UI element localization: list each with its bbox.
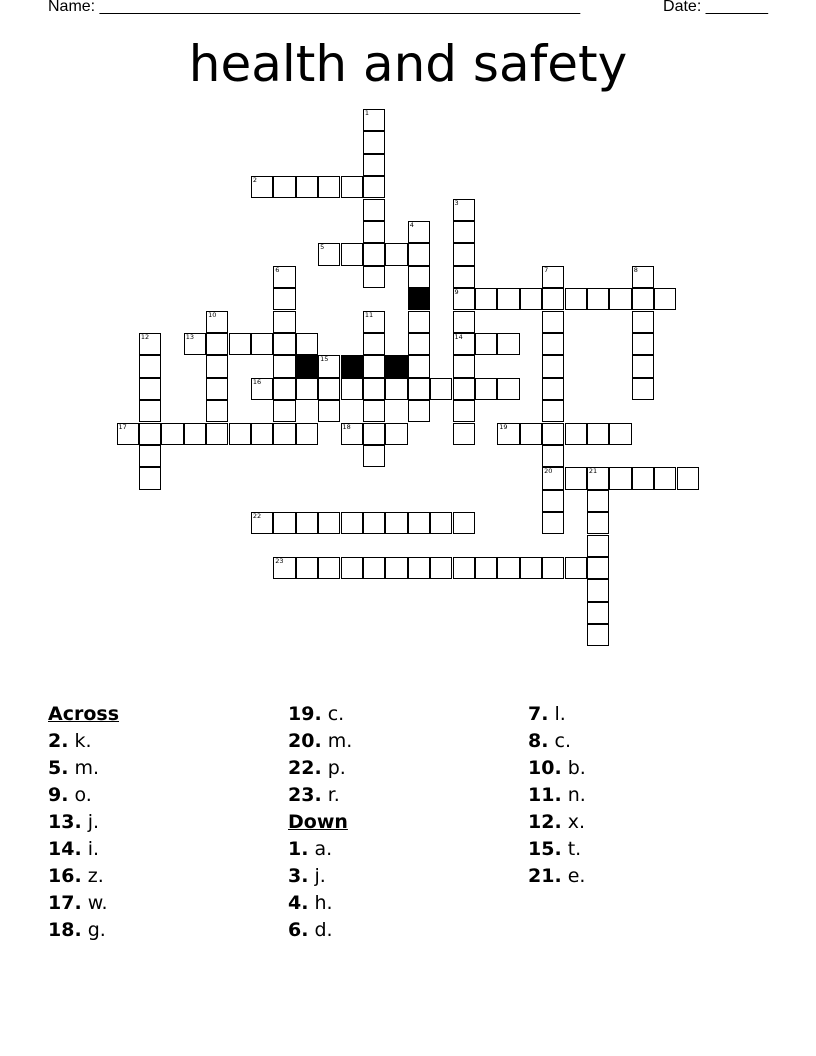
clue-number: 11. [528, 784, 562, 806]
crossword-cell[interactable] [318, 512, 340, 534]
crossword-cell[interactable] [341, 423, 363, 445]
crossword-cell[interactable] [363, 512, 385, 534]
crossword-cell[interactable] [453, 266, 475, 288]
clue-number: 10. [528, 757, 562, 779]
crossword-cell[interactable] [453, 400, 475, 422]
crossword-cell[interactable] [520, 423, 542, 445]
clue-item [288, 863, 528, 890]
crossword-cell[interactable] [542, 378, 564, 400]
crossword-cell[interactable] [453, 333, 475, 355]
clue-text: h. [314, 892, 333, 914]
crossword-cell[interactable] [542, 423, 564, 445]
clue-item [528, 863, 768, 890]
clue-column [528, 701, 768, 944]
crossword-cell[interactable] [161, 423, 183, 445]
crossword-cell[interactable] [273, 557, 295, 579]
crossword-cell[interactable] [542, 490, 564, 512]
crossword-cell[interactable] [542, 288, 564, 310]
clue-text: o. [74, 784, 92, 806]
crossword-cell[interactable] [273, 266, 295, 288]
cell-number: 4 [409, 220, 414, 229]
crossword-cell[interactable] [632, 378, 654, 400]
crossword-block-cell [385, 355, 407, 377]
crossword-cell[interactable] [318, 243, 340, 265]
crossword-cell[interactable] [632, 355, 654, 377]
crossword-cell[interactable] [542, 445, 564, 467]
clue-item [528, 782, 768, 809]
cell-number: 3 [454, 198, 459, 207]
crossword-cell[interactable] [229, 423, 251, 445]
cell-number: 1 [364, 108, 370, 117]
cell-number: 6 [275, 265, 280, 274]
crossword-cell[interactable] [139, 333, 161, 355]
crossword-cell[interactable] [385, 557, 407, 579]
crossword-cell[interactable] [206, 355, 228, 377]
crossword-cell[interactable] [296, 333, 318, 355]
crossword-cell[interactable] [587, 579, 609, 601]
crossword-cell[interactable] [475, 557, 497, 579]
clue-item [48, 863, 288, 890]
crossword-cell[interactable] [497, 333, 519, 355]
crossword-cell[interactable] [497, 423, 519, 445]
crossword-cell[interactable] [273, 512, 295, 534]
crossword-cell[interactable] [318, 355, 340, 377]
crossword-cell[interactable] [587, 490, 609, 512]
crossword-cell[interactable] [565, 423, 587, 445]
clue-number: 3. [288, 865, 309, 887]
crossword-cell[interactable] [430, 512, 452, 534]
clue-number: 22. [288, 757, 322, 779]
date-field-label: Date: _______ [663, 0, 768, 15]
crossword-cell[interactable] [296, 423, 318, 445]
crossword-cell[interactable] [139, 467, 161, 489]
crossword-cell[interactable] [273, 400, 295, 422]
clue-section-heading [48, 701, 288, 728]
crossword-cell[interactable] [453, 512, 475, 534]
crossword-cell[interactable] [408, 355, 430, 377]
crossword-cell[interactable] [206, 423, 228, 445]
cell-number: 14 [454, 332, 463, 341]
clue-number: 8. [528, 730, 549, 752]
crossword-cell[interactable] [385, 512, 407, 534]
crossword-cell[interactable] [318, 400, 340, 422]
crossword-cell[interactable] [654, 467, 676, 489]
crossword-cell[interactable] [408, 378, 430, 400]
crossword-cell[interactable] [341, 512, 363, 534]
crossword-cell[interactable] [251, 512, 273, 534]
crossword-cell[interactable] [542, 311, 564, 333]
clue-item [48, 917, 288, 944]
crossword-cell[interactable] [587, 624, 609, 646]
crossword-cell[interactable] [251, 333, 273, 355]
crossword-cell[interactable] [430, 557, 452, 579]
clue-number: 13. [48, 811, 82, 833]
clue-text: d. [314, 919, 333, 941]
clue-number: 6. [288, 919, 309, 941]
crossword-cell[interactable] [139, 378, 161, 400]
cell-number: 16 [252, 377, 262, 386]
crossword-cell[interactable] [408, 333, 430, 355]
crossword-cell[interactable] [296, 512, 318, 534]
clue-number: 9. [48, 784, 69, 806]
crossword-cell[interactable] [363, 266, 385, 288]
crossword-cell[interactable] [542, 400, 564, 422]
crossword-cell[interactable] [408, 221, 430, 243]
crossword-cell[interactable] [296, 378, 318, 400]
crossword-cell[interactable] [341, 378, 363, 400]
crossword-cell[interactable] [565, 557, 587, 579]
clue-text: p. [327, 757, 346, 779]
clue-number: 20. [288, 730, 322, 752]
crossword-cell[interactable] [497, 557, 519, 579]
clue-text: j. [314, 865, 326, 887]
crossword-cell[interactable] [296, 176, 318, 198]
cell-number: 7 [544, 265, 549, 274]
crossword-cell[interactable] [453, 557, 475, 579]
crossword-cell[interactable] [363, 333, 385, 355]
crossword-cell[interactable] [542, 512, 564, 534]
crossword-cell[interactable] [475, 333, 497, 355]
name-field-label: Name: ______________________________________________________ [48, 0, 581, 15]
puzzle-title: health and safety [188, 35, 628, 93]
crossword-cell[interactable] [363, 378, 385, 400]
clue-text: g. [87, 919, 106, 941]
crossword-cell[interactable] [273, 333, 295, 355]
crossword-cell[interactable] [453, 355, 475, 377]
cell-number: 22 [252, 512, 262, 521]
crossword-block-cell [408, 288, 430, 310]
clue-text: j. [87, 811, 100, 833]
cell-number: 12 [140, 332, 150, 341]
crossword-cell[interactable] [206, 311, 228, 333]
clue-heading-text: Down [288, 811, 348, 833]
clue-number: 23. [288, 784, 322, 806]
clue-item [528, 728, 768, 755]
clue-list [48, 701, 768, 944]
crossword-cell[interactable] [341, 557, 363, 579]
crossword-cell[interactable] [296, 557, 318, 579]
clue-text: a. [314, 838, 333, 860]
clue-text: t. [567, 838, 582, 860]
crossword-cell[interactable] [632, 467, 654, 489]
clue-item [288, 755, 528, 782]
crossword-cell[interactable] [363, 176, 385, 198]
crossword-cell[interactable] [363, 355, 385, 377]
crossword-cell[interactable] [453, 423, 475, 445]
cell-number: 17 [118, 422, 127, 431]
crossword-cell[interactable] [408, 512, 430, 534]
clue-text: c. [327, 703, 345, 725]
cell-number: 10 [208, 310, 217, 319]
crossword-cell[interactable] [318, 557, 340, 579]
crossword-cell[interactable] [587, 423, 609, 445]
clue-heading-text: Across [48, 703, 120, 725]
clue-text: k. [74, 730, 92, 752]
clue-number: 4. [288, 892, 309, 914]
clue-text: z. [87, 865, 104, 887]
crossword-cell[interactable] [363, 199, 385, 221]
crossword-cell[interactable] [453, 288, 475, 310]
clue-item [288, 890, 528, 917]
clue-number: 15. [528, 838, 562, 860]
crossword-cell[interactable] [363, 154, 385, 176]
clue-text: e. [567, 865, 586, 887]
crossword-cell[interactable] [677, 467, 699, 489]
crossword-cell[interactable] [542, 266, 564, 288]
crossword-cell[interactable] [385, 378, 407, 400]
crossword-cell[interactable] [206, 400, 228, 422]
clue-item [528, 755, 768, 782]
crossword-cell[interactable] [587, 602, 609, 624]
crossword-cell[interactable] [587, 288, 609, 310]
crossword-cell[interactable] [273, 355, 295, 377]
crossword-cell[interactable] [363, 557, 385, 579]
clue-text: x. [567, 811, 586, 833]
crossword-cell[interactable] [273, 311, 295, 333]
crossword-cell[interactable] [632, 311, 654, 333]
crossword-cell[interactable] [139, 355, 161, 377]
crossword-cell[interactable] [139, 423, 161, 445]
crossword-cell[interactable] [542, 467, 564, 489]
crossword-cell[interactable] [408, 266, 430, 288]
clue-section-heading [288, 809, 528, 836]
clue-item [288, 917, 528, 944]
cell-number: 15 [320, 355, 329, 364]
crossword-cell[interactable] [363, 221, 385, 243]
cell-number: 13 [185, 332, 194, 341]
crossword-cell[interactable] [408, 243, 430, 265]
clue-text: m. [327, 730, 353, 752]
crossword-cell[interactable] [453, 221, 475, 243]
crossword-cell[interactable] [385, 243, 407, 265]
cell-number: 20 [544, 467, 553, 476]
clue-number: 12. [528, 811, 562, 833]
clue-number: 19. [288, 703, 322, 725]
clue-item [288, 836, 528, 863]
clue-item [528, 701, 768, 728]
clue-text: r. [327, 784, 340, 806]
crossword-cell[interactable] [251, 378, 273, 400]
crossword-cell[interactable] [654, 288, 676, 310]
crossword-cell[interactable] [475, 378, 497, 400]
crossword-cell[interactable] [341, 243, 363, 265]
cell-number: 5 [320, 243, 325, 252]
crossword-cell[interactable] [542, 355, 564, 377]
crossword-cell[interactable] [184, 333, 206, 355]
crossword-cell[interactable] [273, 288, 295, 310]
clue-text: l. [554, 703, 566, 725]
cell-number: 19 [499, 422, 508, 431]
crossword-cell[interactable] [363, 311, 385, 333]
crossword-cell[interactable] [363, 423, 385, 445]
crossword-cell[interactable] [453, 378, 475, 400]
crossword-cell[interactable] [363, 445, 385, 467]
crossword-cell[interactable] [497, 288, 519, 310]
crossword-cell[interactable] [385, 423, 407, 445]
crossword-cell[interactable] [609, 467, 631, 489]
clue-number: 7. [528, 703, 549, 725]
clue-text: w. [87, 892, 108, 914]
clue-item [288, 782, 528, 809]
clue-number: 16. [48, 865, 82, 887]
cell-number: 18 [342, 422, 351, 431]
crossword-cell[interactable] [229, 333, 251, 355]
clue-text: b. [567, 757, 586, 779]
crossword-cell[interactable] [206, 333, 228, 355]
clue-text: i. [87, 838, 100, 860]
crossword-cell[interactable] [273, 176, 295, 198]
crossword-cell[interactable] [363, 109, 385, 131]
crossword-cell[interactable] [520, 288, 542, 310]
clue-text: c. [554, 730, 571, 752]
cell-number: 23 [275, 556, 284, 565]
clue-item [48, 836, 288, 863]
crossword-cell[interactable] [453, 199, 475, 221]
crossword-cell[interactable] [565, 288, 587, 310]
crossword-cell[interactable] [318, 176, 340, 198]
crossword-cell[interactable] [520, 557, 542, 579]
crossword-cell[interactable] [430, 378, 452, 400]
clue-number: 17. [48, 892, 82, 914]
clue-item [48, 809, 288, 836]
clue-number: 1. [288, 838, 309, 860]
crossword-cell[interactable] [632, 266, 654, 288]
crossword-cell[interactable] [632, 333, 654, 355]
clue-item [528, 809, 768, 836]
crossword-block-cell [296, 355, 318, 377]
crossword-cell[interactable] [609, 288, 631, 310]
crossword-block-cell [341, 355, 363, 377]
crossword-cell[interactable] [565, 467, 587, 489]
crossword-cell[interactable] [363, 243, 385, 265]
crossword-cell[interactable] [273, 378, 295, 400]
crossword-cell[interactable] [542, 333, 564, 355]
crossword-cell[interactable] [341, 176, 363, 198]
clue-item [48, 728, 288, 755]
crossword-cell[interactable] [587, 535, 609, 557]
clue-number: 18. [48, 919, 82, 941]
crossword-cell[interactable] [206, 378, 228, 400]
crossword-cell[interactable] [408, 311, 430, 333]
cell-number: 2 [252, 176, 258, 185]
crossword-cell[interactable] [497, 378, 519, 400]
clue-text: n. [567, 784, 586, 806]
clue-number: 5. [48, 757, 69, 779]
clue-column [288, 701, 528, 944]
clue-number: 14. [48, 838, 82, 860]
clue-item [288, 701, 528, 728]
cell-number: 8 [633, 265, 638, 274]
crossword-cell[interactable] [475, 288, 497, 310]
clue-text: m. [74, 757, 100, 779]
clue-number: 21. [528, 865, 562, 887]
crossword-cell[interactable] [251, 423, 273, 445]
clue-column [48, 701, 288, 944]
crossword-cell[interactable] [587, 512, 609, 534]
clue-item [48, 755, 288, 782]
clue-number: 2. [48, 730, 69, 752]
crossword-cell[interactable] [184, 423, 206, 445]
crossword-cell[interactable] [542, 557, 564, 579]
crossword-cell[interactable] [363, 131, 385, 153]
cell-number: 21 [588, 467, 598, 476]
crossword-cell[interactable] [453, 311, 475, 333]
cell-number: 9 [454, 288, 459, 297]
crossword-cell[interactable] [363, 400, 385, 422]
clue-item [528, 836, 768, 863]
crossword-cell[interactable] [139, 400, 161, 422]
crossword-cell[interactable] [453, 243, 475, 265]
clue-item [48, 890, 288, 917]
crossword-cell[interactable] [117, 423, 139, 445]
crossword-cell[interactable] [609, 423, 631, 445]
crossword-cell[interactable] [587, 467, 609, 489]
clue-item [48, 782, 288, 809]
crossword-cell[interactable] [587, 557, 609, 579]
clue-item [288, 728, 528, 755]
crossword-cell[interactable] [273, 423, 295, 445]
crossword-cell[interactable] [139, 445, 161, 467]
crossword-cell[interactable] [632, 288, 654, 310]
cell-number: 11 [364, 310, 374, 319]
crossword-cell[interactable] [318, 378, 340, 400]
crossword-cell[interactable] [408, 400, 430, 422]
crossword-cell[interactable] [408, 557, 430, 579]
crossword-cell[interactable] [251, 176, 273, 198]
